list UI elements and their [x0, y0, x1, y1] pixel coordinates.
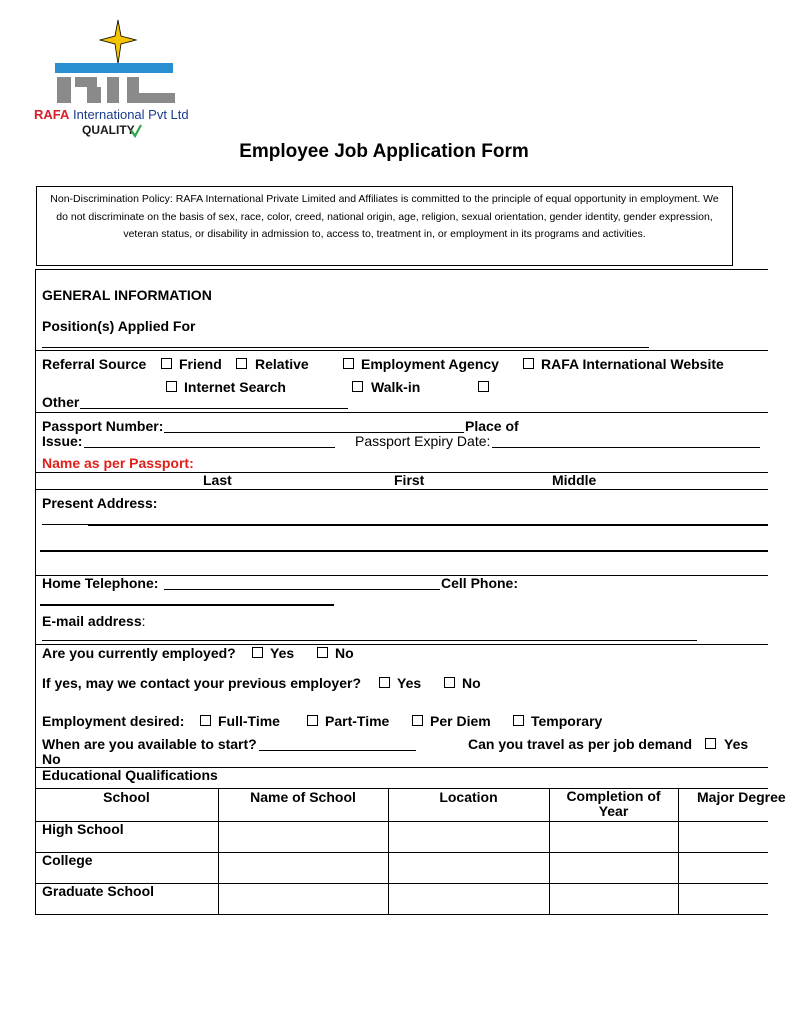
referral-friend-checkbox[interactable] — [161, 358, 172, 369]
name-middle-label: Middle — [552, 472, 597, 488]
referral-website-checkbox[interactable] — [523, 358, 534, 369]
employment-desired-label: Employment desired: — [42, 713, 185, 729]
address-input-line2[interactable] — [40, 550, 768, 552]
company-name-prefix: RAFA — [34, 107, 70, 122]
general-information-heading: GENERAL INFORMATION — [42, 287, 212, 303]
table-row-graduate-school: Graduate School — [42, 883, 155, 899]
contact-no-label: No — [462, 675, 481, 691]
table-header-completion: Completion of Year — [566, 788, 661, 819]
company-name — [34, 107, 189, 122]
referral-website-label: RAFA International Website — [541, 356, 724, 372]
referral-walkin-label: Walk-in — [371, 379, 421, 395]
email-label: E-mail address — [42, 613, 142, 629]
table-border — [678, 788, 679, 914]
employed-yes-checkbox[interactable] — [252, 647, 263, 658]
ric-logo-mark — [55, 60, 180, 105]
passport-expiry-label: Passport Expiry Date: — [355, 433, 491, 449]
table-border — [35, 914, 768, 915]
form-top-border — [35, 269, 768, 270]
quality-label: QUALITY — [82, 123, 135, 137]
divider — [35, 412, 768, 413]
present-address-label: Present Address: — [42, 495, 158, 511]
travel-question: Can you travel as per job demand — [468, 736, 693, 752]
form-title: Employee Job Application Form — [239, 141, 529, 162]
table-border — [549, 788, 550, 914]
employed-no-label: No — [335, 645, 354, 661]
referral-friend-label: Friend — [179, 356, 222, 372]
fulltime-label: Full-Time — [218, 713, 280, 729]
email-label-group — [42, 613, 146, 629]
home-telephone-label: Home Telephone: — [42, 575, 159, 591]
parttime-checkbox[interactable] — [307, 715, 318, 726]
table-header-location: Location — [439, 789, 498, 805]
currently-employed-question: Are you currently employed? — [42, 645, 236, 661]
perdiem-label: Per Diem — [430, 713, 491, 729]
issue-label: Issue: — [42, 433, 83, 449]
table-border — [35, 852, 768, 853]
temporary-label: Temporary — [531, 713, 603, 729]
table-header-school: School — [103, 789, 150, 805]
other-label: Other — [42, 394, 80, 410]
check-icon — [130, 124, 142, 138]
referral-blank-checkbox[interactable] — [478, 381, 489, 392]
parttime-label: Part-Time — [325, 713, 390, 729]
email-input[interactable] — [42, 640, 697, 641]
temporary-checkbox[interactable] — [513, 715, 524, 726]
place-of-issue-input[interactable] — [84, 447, 335, 448]
company-logo — [30, 20, 210, 140]
form-left-border — [35, 269, 36, 915]
table-border — [218, 788, 219, 914]
travel-yes-label: Yes — [724, 736, 749, 752]
position-label: Position(s) Applied For — [42, 318, 196, 334]
education-heading: Educational Qualifications — [42, 767, 218, 783]
table-header-major-degree: Major Degree — [697, 789, 786, 805]
contact-employer-question: If yes, may we contact your previous employer? — [42, 675, 361, 691]
name-last-label: Last — [203, 472, 232, 488]
passport-number-label: Passport Number: — [42, 418, 164, 434]
table-border — [35, 821, 768, 822]
position-input[interactable] — [42, 347, 649, 348]
name-first-label: First — [394, 472, 425, 488]
cell-phone-input[interactable] — [40, 604, 334, 606]
passport-expiry-input[interactable] — [492, 447, 760, 448]
non-discrimination-policy: Non-Discrimination Policy: RAFA International Private Limited and Affiliates is committed to the principle of equal opportunity in employment. We do not discriminate on the basis of sex, race, color, creed, national origin, age, religion, sexual orientation, gender identity, gender expression, veteran status, or disability in admission to, access to, treatment in, or employment in its programs and activities. — [36, 186, 733, 266]
name-passport-label: Name as per Passport: — [42, 455, 194, 471]
travel-no-label: No — [42, 751, 61, 767]
available-start-label: When are you available to start? — [42, 736, 257, 752]
table-row-college: College — [42, 852, 93, 868]
referral-internet-checkbox[interactable] — [166, 381, 177, 392]
table-border — [388, 788, 389, 914]
divider — [35, 350, 768, 351]
email-colon: : — [141, 613, 146, 629]
referral-agency-label: Employment Agency — [361, 356, 499, 372]
star-icon — [100, 20, 136, 64]
referral-relative-label: Relative — [255, 356, 309, 372]
home-telephone-input[interactable] — [164, 589, 440, 590]
travel-yes-checkbox[interactable] — [705, 738, 716, 749]
employed-yes-label: Yes — [270, 645, 295, 661]
referral-internet-label: Internet Search — [184, 379, 286, 395]
referral-agency-checkbox[interactable] — [343, 358, 354, 369]
referral-walkin-checkbox[interactable] — [352, 381, 363, 392]
perdiem-checkbox[interactable] — [412, 715, 423, 726]
employed-no-checkbox[interactable] — [317, 647, 328, 658]
referral-source-label: Referral Source — [42, 356, 147, 372]
place-of-label: Place of — [465, 418, 519, 434]
cell-phone-label: Cell Phone: — [441, 575, 519, 591]
table-row-high-school: High School — [42, 821, 124, 837]
other-input[interactable] — [80, 408, 348, 409]
contact-yes-label: Yes — [397, 675, 422, 691]
address-input-line1[interactable] — [88, 524, 768, 526]
contact-yes-checkbox[interactable] — [379, 677, 390, 688]
fulltime-checkbox[interactable] — [200, 715, 211, 726]
available-start-input[interactable] — [259, 750, 416, 751]
referral-relative-checkbox[interactable] — [236, 358, 247, 369]
table-header-name-of-school: Name of School — [250, 789, 356, 805]
company-name-suffix: International Pvt Ltd — [69, 107, 189, 122]
contact-no-checkbox[interactable] — [444, 677, 455, 688]
divider — [35, 489, 768, 490]
address-input-prefix[interactable] — [42, 524, 88, 525]
